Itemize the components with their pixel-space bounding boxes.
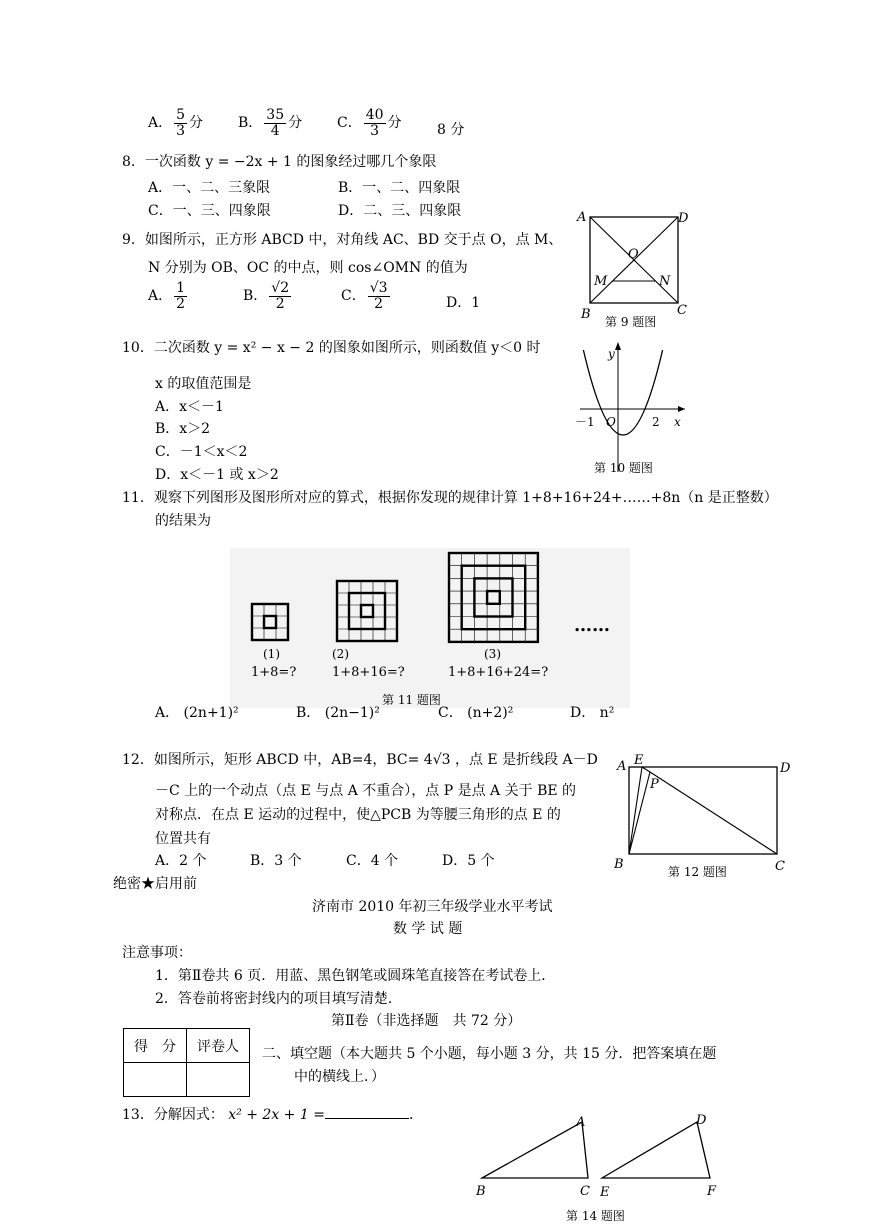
q13-answer-blank[interactable]	[325, 1104, 409, 1119]
note-1: 1．第Ⅱ卷共 6 页．用蓝、黑色钢笔或圆珠笔直接答在考试卷上．	[155, 968, 556, 984]
q10-stem-line2: x 的取值范围是	[155, 376, 252, 392]
q7-option-d: 8 分	[437, 122, 465, 138]
q12-option-a: A．2 个	[155, 853, 207, 869]
q10-option-a: A．x＜－1	[155, 399, 224, 415]
q14-caption: 第 14 题图	[566, 1209, 625, 1223]
grader-cell[interactable]	[187, 1063, 250, 1097]
q9-stem-line2: N 分别为 OB、OC 的中点，则 cos∠OMN 的值为	[148, 260, 468, 276]
q12-option-c: C．4 个	[346, 853, 399, 869]
denominator: 2	[374, 295, 384, 312]
q7-option-b	[238, 108, 302, 138]
triangle-abc	[482, 1122, 588, 1178]
label-two: 2	[652, 415, 660, 429]
q11-stem-line2: 的结果为	[155, 513, 211, 529]
fraction	[368, 281, 390, 311]
label-d: D	[780, 761, 791, 776]
note-2: 2．答卷前将密封线内的项目填写清楚．	[155, 991, 402, 1007]
q11-figure	[230, 548, 630, 708]
q10-caption: 第 10 题图	[594, 461, 653, 475]
numerator: 5	[176, 107, 186, 123]
q13-end: ．	[408, 1107, 423, 1123]
q9-option-d: D．1	[446, 295, 481, 311]
unit: 分	[288, 115, 303, 132]
option-letter: C．	[337, 115, 362, 132]
fraction	[174, 108, 187, 138]
label-o: O	[628, 247, 639, 262]
q7-option-a	[148, 108, 203, 138]
q9-stem-line1: 9．如图所示，正方形 ABCD 中，对角线 AC、BD 交于点 O，点 M、	[122, 232, 563, 248]
label-d: D	[678, 211, 689, 226]
fig1-label: (1)	[263, 647, 280, 661]
q12-option-d: D．5 个	[442, 853, 495, 869]
q7-option-c	[337, 108, 402, 138]
q12-caption: 第 12 题图	[668, 865, 727, 879]
q13-expression: x² + 2x + 1 =	[228, 1107, 325, 1123]
score-table	[123, 1028, 250, 1097]
label-m: M	[594, 274, 608, 289]
fig3-label: (3)	[484, 647, 501, 661]
q13-stem: 13．分解因式：	[122, 1107, 224, 1123]
fig1-expression: 1+8=?	[251, 665, 297, 680]
fraction	[269, 281, 291, 311]
x-axis-arrow	[678, 406, 685, 412]
label-c: C	[677, 303, 687, 318]
fig2-expression: 1+8+16=?	[332, 665, 405, 680]
q11-option-c: C． (n+2)²	[438, 705, 514, 721]
q11-caption: 第 11 题图	[382, 693, 441, 707]
score-cell[interactable]	[124, 1063, 187, 1097]
score-header: 得 分	[124, 1029, 187, 1063]
ellipsis: ……	[574, 615, 610, 636]
q12-figure	[610, 752, 800, 884]
q12-line4: 位置共有	[155, 831, 211, 847]
label-e: E	[600, 1185, 610, 1200]
option-letter: B．	[238, 115, 263, 132]
exam-title: 济南市 2010 年初三年级学业水平考试	[312, 899, 553, 915]
section2-line1: 二、填空题（本大题共 5 个小题，每小题 3 分，共 15 分．把答案填在题	[262, 1046, 717, 1062]
unit: 分	[189, 115, 204, 132]
q9-option-c	[341, 281, 392, 311]
numerator: 1	[176, 280, 186, 296]
triangle-def	[602, 1122, 710, 1178]
label-e: E	[634, 753, 644, 768]
label-b: B	[581, 307, 591, 322]
q11-option-a: A． (2n+1)²	[155, 705, 239, 721]
numerator: 40	[365, 107, 384, 123]
section2-line2: 中的横线上．）	[294, 1069, 385, 1085]
fraction	[264, 108, 286, 138]
option-letter: B．	[243, 288, 268, 305]
denominator: 3	[176, 122, 186, 139]
q8-option-c: C．一、三、四象限	[148, 203, 271, 219]
label-c: C	[580, 1184, 590, 1199]
numerator: √2	[271, 280, 290, 296]
q8-option-a: A．一、二、三象限	[148, 180, 271, 196]
y-axis-arrow	[615, 342, 621, 350]
fraction	[364, 108, 386, 138]
q10-option-b: B．x＞2	[155, 421, 211, 437]
option-letter: A．	[148, 115, 173, 132]
q10-figure	[570, 340, 695, 480]
label-n: N	[659, 274, 671, 289]
label-origin: O	[606, 415, 616, 429]
q8-option-d: D．二、三、四象限	[338, 203, 462, 219]
option-letter: A．	[148, 288, 173, 305]
q10-stem: 10．二次函数 y = x² − x − 2 的图象如图所示，则函数值 y＜0 时	[122, 340, 541, 356]
segment-pc	[650, 772, 777, 854]
exam-subtitle: 数 学 试 题	[393, 921, 463, 937]
label-a: A	[576, 1115, 586, 1130]
q8-stem: 8．一次函数 y = −2x + 1 的图象经过哪几个象限	[122, 154, 437, 170]
numerator: √3	[369, 280, 388, 296]
q12-option-b: B．3 个	[250, 853, 302, 869]
q8-option-b: B．一、二、四象限	[338, 180, 461, 196]
denominator: 2	[275, 295, 285, 312]
q11-option-d: D． n²	[570, 705, 615, 721]
label-d: D	[696, 1113, 707, 1128]
q9-figure	[575, 206, 695, 332]
q9-caption: 第 9 题图	[605, 315, 657, 329]
label-c: C	[775, 859, 785, 874]
q12-line2: －C 上的一个动点（点 E 与点 A 不重合），点 P 是点 A 关于 BE 的	[155, 783, 577, 799]
label-a: A	[577, 210, 587, 225]
figure-background	[230, 548, 630, 708]
grader-header: 评卷人	[187, 1029, 250, 1063]
q14-figure	[470, 1110, 730, 1225]
q12-line1: 12．如图所示，矩形 ABCD 中，AB=4，BC= 4√3 ，点 E 是折线段 A－D	[122, 752, 598, 768]
numerator: 35	[266, 107, 285, 123]
fraction	[174, 281, 187, 311]
label-f: F	[707, 1184, 717, 1199]
parabola-curve	[583, 350, 662, 435]
part-title: 第Ⅱ卷（非选择题 共 72 分）	[331, 1013, 522, 1029]
q9-option-b	[243, 281, 293, 311]
label-a: A	[617, 759, 627, 774]
option-letter: C．	[341, 288, 366, 305]
label-neg-one: －1	[575, 415, 595, 429]
fig2-label: (2)	[332, 647, 349, 661]
denominator: 2	[176, 295, 186, 312]
notes-title: 注意事项：	[122, 945, 192, 961]
q11-stem-line1: 11．观察下列图形及图形所对应的算式，根据你发现的规律计算 1+8+16+24+……+8n（n 是正整数）	[122, 490, 778, 506]
q12-line3: 对称点．在点 E 运动的过程中，使△PCB 为等腰三角形的点 E 的	[155, 807, 561, 823]
fig3-expression: 1+8+16+24=?	[448, 665, 549, 680]
q10-option-d: D．x＜－1 或 x＞2	[155, 467, 279, 483]
label-b: B	[476, 1184, 486, 1199]
denominator: 3	[370, 122, 380, 139]
q10-option-c: C．－1＜x＜2	[155, 444, 248, 460]
unit: 分	[387, 115, 402, 132]
secret-mark: 绝密★启用前	[113, 876, 197, 892]
label-x: x	[674, 415, 681, 429]
q13	[122, 1104, 423, 1124]
label-y: y	[608, 347, 615, 361]
denominator: 4	[270, 122, 280, 139]
label-b: B	[614, 857, 624, 872]
label-p: P	[650, 777, 659, 792]
q11-option-b: B． (2n−1)²	[296, 705, 380, 721]
q9-option-a	[148, 281, 189, 311]
